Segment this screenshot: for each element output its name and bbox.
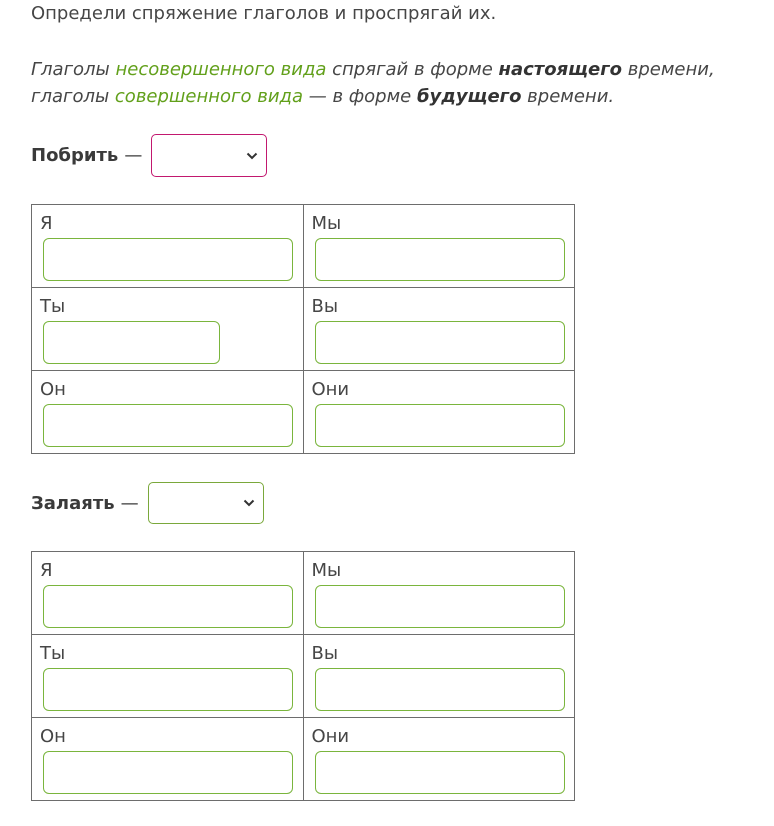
note-text: времени, — [622, 59, 715, 80]
pronoun-label: Вы — [311, 296, 339, 317]
conjugation-select[interactable] — [151, 134, 267, 177]
conjugation-select[interactable] — [148, 482, 264, 524]
note-text: времени. — [521, 86, 615, 107]
verb-row-pobrit — [31, 134, 267, 177]
dash: — — [120, 492, 139, 514]
verb-row-zalayat — [31, 482, 264, 524]
answer-input[interactable] — [43, 238, 293, 281]
dash: — — [124, 145, 143, 166]
note-text: спрягай в форме — [326, 59, 499, 80]
task-note — [31, 56, 715, 110]
pronoun-label: Мы — [311, 213, 342, 234]
note-text: глаголы — [31, 86, 115, 107]
pronoun-label: Вы — [311, 643, 339, 664]
answer-input[interactable] — [315, 751, 565, 794]
pronoun-label: Мы — [311, 560, 342, 581]
table-cell — [303, 205, 575, 288]
note-line-1 — [31, 56, 715, 83]
table-cell — [303, 635, 575, 718]
verb-label: Залаять — [31, 492, 115, 514]
note-line-2 — [31, 83, 715, 110]
table-cell — [32, 288, 304, 371]
table-cell — [32, 718, 304, 801]
answer-input[interactable] — [315, 238, 565, 281]
answer-input[interactable] — [315, 404, 565, 447]
table-cell — [303, 718, 575, 801]
answer-input[interactable] — [315, 321, 565, 364]
pronoun-label: Они — [311, 726, 350, 747]
answer-input[interactable] — [43, 585, 293, 628]
pronoun-label: Ты — [40, 296, 66, 317]
table-cell — [32, 371, 304, 454]
answer-input[interactable] — [315, 585, 565, 628]
table-cell — [32, 635, 304, 718]
note-text: — в форме — [303, 86, 417, 107]
table-cell — [303, 288, 575, 371]
answer-input[interactable] — [43, 751, 293, 794]
conjugation-table — [31, 204, 575, 454]
table-cell — [303, 371, 575, 454]
pronoun-label: Он — [40, 379, 66, 400]
conjugation-table — [31, 551, 575, 801]
answer-input[interactable] — [315, 668, 565, 711]
note-text: Глаголы — [31, 59, 116, 80]
chevron-down-icon — [243, 499, 255, 507]
note-highlight-perfective: совершенного вида — [114, 86, 303, 107]
pronoun-label: Я — [40, 213, 53, 234]
verb-label: Побрить — [31, 145, 119, 166]
note-bold-present: настоящего — [498, 59, 623, 80]
chevron-down-icon — [246, 152, 258, 160]
table-cell — [32, 205, 304, 288]
answer-input[interactable] — [43, 404, 293, 447]
pronoun-label: Ты — [40, 643, 66, 664]
task-instruction: Определи спряжение глаголов и проспрягай их. — [31, 3, 497, 24]
note-bold-future: будущего — [416, 86, 522, 107]
pronoun-label: Он — [40, 726, 66, 747]
note-highlight-imperfective: несовершенного вида — [115, 59, 327, 80]
answer-input[interactable] — [43, 668, 293, 711]
answer-input[interactable] — [43, 321, 220, 364]
table-cell — [303, 552, 575, 635]
pronoun-label: Они — [311, 379, 350, 400]
table-cell — [32, 552, 304, 635]
pronoun-label: Я — [40, 560, 53, 581]
